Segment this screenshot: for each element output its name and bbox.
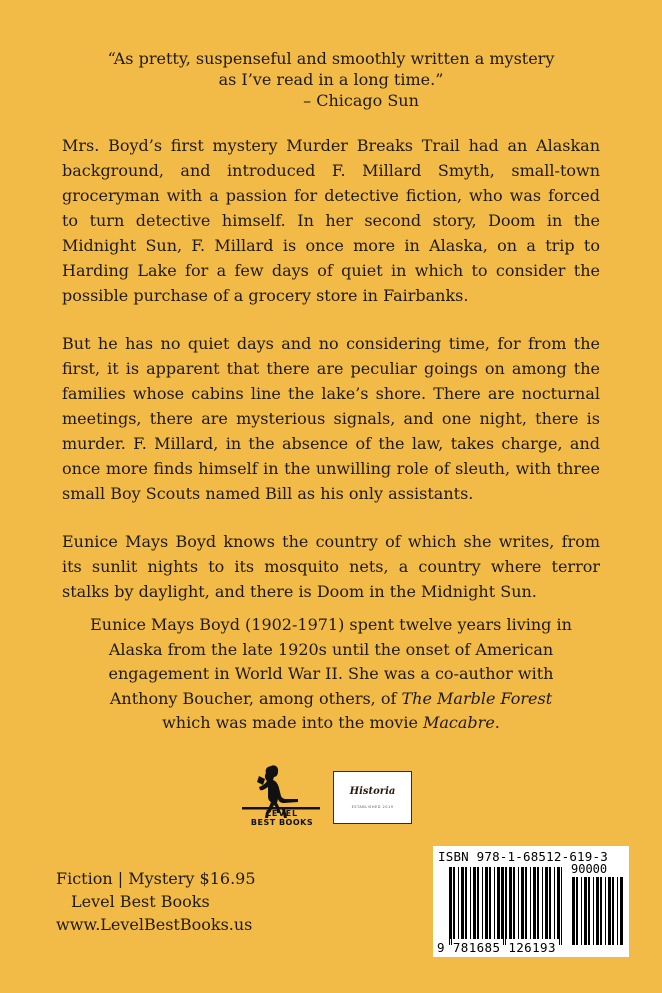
ean-digits: 9 781685 126193 [437,940,556,955]
bio-line-5-end: . [494,713,500,732]
movie-title-macabre: Macabre [423,713,495,732]
publisher-name: Level Best Books [71,892,210,911]
quote-line-2: as I’ve read in a long time.” [218,70,444,89]
bio-line-5 [60,711,602,736]
isbn-label: ISBN 978-1-68512-619-3 [438,849,608,864]
imprint-info [56,867,256,936]
review-quote [0,48,662,111]
bio-line-1: Eunice Mays Boyd (1902-1971) spent twelve years living in [90,615,572,634]
isbn-barcode [433,846,629,957]
publisher-website: www.LevelBestBooks.us [56,915,253,934]
publisher-logo-text [242,809,322,828]
description-paragraph-2: But he has no quiet days and no considering time, for from the first, it is apparent that there are peculiar goings on among the families whose cabins line the lake’s shore. There are nocturnal meetings, there are mysterious signals, and one night, there is murder. F. Millard, in the absence of the law, takes charge, and once more finds himself in the unwilling role of sleuth, with three small Boy Scouts named Bill as his only assistants. [62,334,600,503]
bio-line-3: engagement in World War II. She was a co-author with [108,664,554,683]
author-bio [60,613,602,736]
historia-logo-name: Historia [349,786,396,797]
quote-attribution: – Chicago Sun [303,91,419,110]
bio-line-4 [60,687,602,712]
bio-line-4-text: Anthony Boucher, among others, of [109,688,402,708]
bio-line-2: Alaska from the late 1920s until the onset of American [108,639,554,659]
barcode-addon-digits: 90000 [571,862,608,876]
historia-imprint-logo [333,771,412,824]
book-description [62,133,600,627]
publisher-logo-line-2: BEST BOOKS [250,818,314,827]
publisher-logo-line-1: LEVEL [265,809,299,818]
bio-line-5-text: which was made into the movie [162,713,423,732]
description-paragraph-1: Mrs. Boyd’s first mystery Murder Breaks Trail had an Alaskan background, and introduced F. Millard Smyth, small-town groceryman with a passion for detective fiction, who was forced to turn detective himself. In her second story, Doom in the Midnight Sun, F. Millard is once more in Alaska, on a trip to Harding Lake for a few days of quiet in which to consider the possible purchase of a grocery store in Fairbanks. [62,136,600,305]
description-paragraph-3: Eunice Mays Boyd knows the country of which she writes, from its sunlit nights to its mosquito nets, a country where terror stalks by daylight, and there is Doom in the Midnight Sun. [62,532,600,601]
historia-logo-tagline: ESTABLISHED 2019 [351,805,394,809]
quote-line-1: “As pretty, suspenseful and smoothly written a mystery [107,49,555,68]
level-best-books-logo [238,762,322,832]
category-price: Fiction | Mystery $16.95 [56,869,256,888]
book-title-marble-forest: The Marble Forest [401,688,553,708]
